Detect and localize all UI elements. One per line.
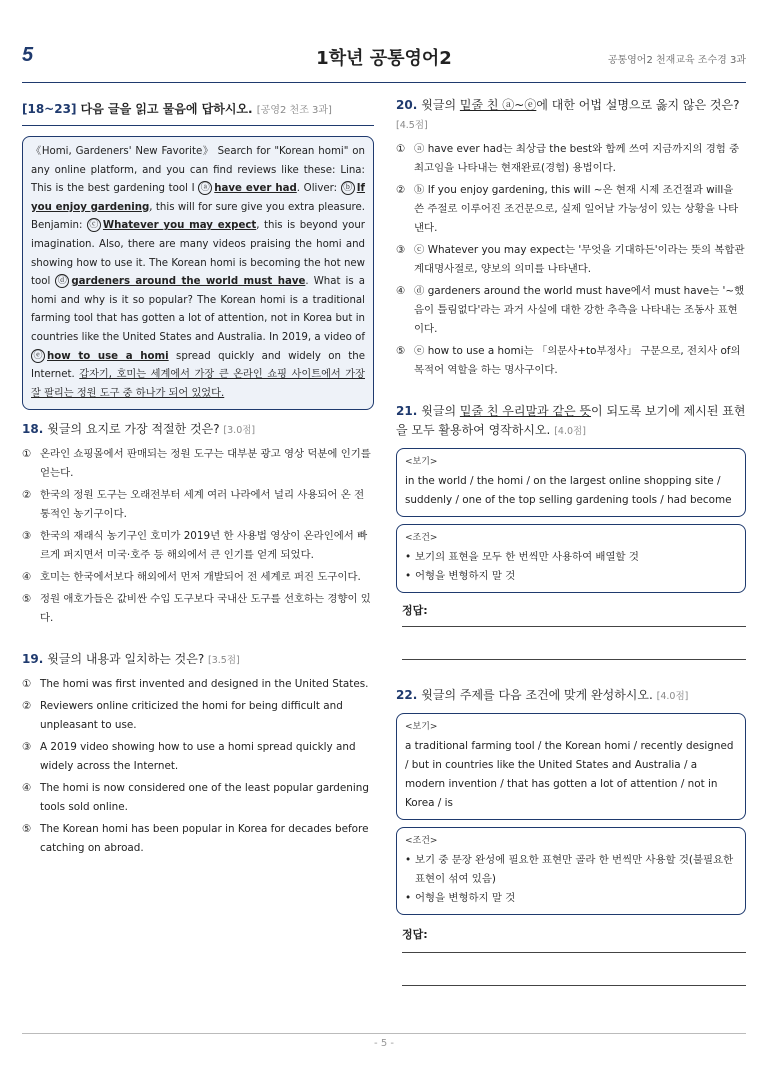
question-21 xyxy=(396,402,746,441)
marker-d: ⓓ xyxy=(55,274,69,288)
answer-label: 정답: xyxy=(402,604,428,617)
marker-b: ⓑ xyxy=(341,181,355,195)
question-number: 21. xyxy=(396,404,418,418)
korean-underlined-sentence: 갑자기, 호미는 세계에서 가장 큰 온라인 쇼핑 사이트에서 가장 잘 팔리는 정원 도구 중 하나가 되어 있었다. xyxy=(31,369,365,399)
condition-item xyxy=(405,567,737,586)
underline-b: If you enjoy gardening xyxy=(31,183,365,213)
option-text: Reviewers online criticized the homi for being difficult and unpleasant to use. xyxy=(40,700,343,732)
section-range: [18~23] xyxy=(22,102,77,116)
underline-d: gardeners around the world must have xyxy=(71,276,306,288)
option-number: ③ xyxy=(22,741,32,754)
option-number: ② xyxy=(22,489,32,502)
box-label: <보기> xyxy=(405,457,438,467)
marker-c: ⓒ xyxy=(87,218,101,232)
answer-line[interactable] xyxy=(402,985,746,986)
passage-text: 《Homi, Gardeners' New Favorite》 Search for "Korean homi" on any online platform, and you can find reviews like these: Lina: This is the best gardening tool I xyxy=(31,146,365,195)
q21-example-box xyxy=(396,448,746,517)
question-18 xyxy=(22,420,374,440)
question-19 xyxy=(22,650,374,670)
section-source: [공영2 천조 3과] xyxy=(256,105,332,116)
answer-option[interactable] xyxy=(22,527,374,565)
answer-option[interactable] xyxy=(396,282,746,339)
answer-option[interactable] xyxy=(22,738,374,776)
passage-text: , this is beyond your imagination. Also, there are many videos praising the homi and showing how to use it. The Korean homi is becoming the hot new tool xyxy=(31,220,365,288)
page-source: 공통영어2 천재교육 조수경 3과 xyxy=(607,55,746,66)
option-text: The Korean homi has been popular in Korea for decades before catching on abroad. xyxy=(40,823,369,855)
question-text: 윗글의 xyxy=(421,404,460,418)
option-number: ① xyxy=(396,143,406,155)
option-text: The homi was first invented and designed in the United States. xyxy=(40,678,369,691)
condition-text: 보기 중 문장 완성에 필요한 표현만 골라 한 번씩만 사용할 것(불필요한 표현이 섞여 있음) xyxy=(415,854,734,885)
answer-line[interactable] xyxy=(402,626,746,627)
passage-text: , this will for sure give you extra pleasure. Benjamin: xyxy=(31,201,365,232)
question-text: 윗글의 내용과 일치하는 것은? xyxy=(47,652,205,667)
option-number: ③ xyxy=(396,244,406,256)
condition-text: 보기의 표현을 모두 한 번씩만 사용하여 배열할 것 xyxy=(415,551,639,563)
option-number: ① xyxy=(22,678,32,691)
option-number: ⑤ xyxy=(396,345,406,357)
question-text: 윗글의 xyxy=(421,98,460,112)
option-number: ⑤ xyxy=(22,823,32,836)
section-heading xyxy=(22,98,374,122)
bullet-icon: • xyxy=(405,854,412,866)
option-text: A 2019 video showing how to use a homi spread quickly and widely across the Internet. xyxy=(40,741,356,773)
option-number: ③ xyxy=(22,530,32,543)
option-number: ④ xyxy=(396,285,406,297)
question-number: 19. xyxy=(22,652,44,667)
q22-condition-box xyxy=(396,827,746,915)
question-text: 에 대한 어법 설명으로 옳지 않은 것은? xyxy=(536,98,740,112)
answer-option[interactable] xyxy=(22,779,374,817)
option-number: ② xyxy=(22,700,32,713)
answer-option[interactable] xyxy=(22,675,374,694)
option-text: 한국의 재래식 농기구인 호미가 2019년 한 사용법 영상이 온라인에서 빠르게 퍼지면서 미국·호주 등 해외에서 큰 인기를 얻게 되었다. xyxy=(40,530,368,562)
question-20 xyxy=(396,96,746,135)
bullet-icon: • xyxy=(405,570,412,582)
option-text: ⓓ gardeners around the world must have에서 must have는 '~했음이 틀림없다'라는 과거 사실에 대한 강한 추측을 나타내는 조동사 표현이다. xyxy=(414,285,745,335)
question-text-underlined: 밑줄 친 ⓐ~ⓔ xyxy=(459,98,537,112)
left-column xyxy=(22,98,374,858)
answer-line[interactable] xyxy=(402,952,746,953)
answer-option[interactable] xyxy=(396,342,746,380)
option-text: 한국의 정원 도구는 오래전부터 세계 여러 나라에서 널리 사용되어 온 전통적인 농기구이다. xyxy=(40,489,365,521)
q21-condition-box xyxy=(396,524,746,593)
page-number: 5 xyxy=(22,44,34,66)
question-points: [4.0점] xyxy=(554,426,586,437)
question-text: 윗글의 주제를 다음 조건에 맞게 완성하시오. xyxy=(421,688,653,702)
answer-option[interactable] xyxy=(396,241,746,279)
condition-item xyxy=(405,851,737,889)
condition-item xyxy=(405,889,737,908)
answer-option[interactable] xyxy=(22,445,374,483)
passage-text: . What is a homi and why is it so popular? The Korean homi is a traditional farming tool that has gotten a lot of attention, not in Korea but in countries like the United States and Australia. In 2019, a video of xyxy=(31,276,365,343)
question-text: 윗글의 요지로 가장 적절한 것은? xyxy=(47,422,220,437)
bullet-icon: • xyxy=(405,551,412,563)
option-text: 정원 애호가들은 값비싼 수입 도구보다 국내산 도구를 선호하는 경향이 있다. xyxy=(40,593,371,625)
q20-options xyxy=(396,140,746,380)
option-text: ⓐ have ever had는 최상급 the best와 함께 쓰여 지금까지의 경험 중 최고임을 나타내는 현재완료(경험) 용법이다. xyxy=(414,143,740,174)
underline-c: Whatever you may expect xyxy=(102,220,257,232)
question-points: [3.5점] xyxy=(208,655,240,667)
answer-option[interactable] xyxy=(22,590,374,628)
underline-a: have ever had xyxy=(214,183,297,195)
page-title: 1학년 공통영어2 xyxy=(316,48,452,69)
option-number: ② xyxy=(396,184,406,196)
footer-page-number: - 5 - xyxy=(374,1038,394,1049)
q18-options xyxy=(22,445,374,628)
question-number: 18. xyxy=(22,422,44,437)
box-text: a traditional farming tool / the Korean homi / recently designed / but in countries like the United States and Australia / a modern invention / that has gotten a lot of attention / not in Korea / is xyxy=(405,740,734,809)
question-points: [4.0점] xyxy=(656,691,689,702)
marker-a: ⓐ xyxy=(198,181,212,195)
footer-divider xyxy=(22,1033,746,1034)
option-text: The homi is now considered one of the least popular gardening tools sold online. xyxy=(40,782,369,814)
right-column xyxy=(396,96,746,986)
option-text: ⓒ Whatever you may expect는 '무엇을 기대하든'이라는 뜻의 복합관계대명사절로, 양보의 의미를 나타낸다. xyxy=(414,244,745,275)
question-number: 20. xyxy=(396,98,418,112)
option-text: 호미는 한국에서보다 해외에서 먼저 개발되어 전 세계로 퍼진 도구이다. xyxy=(40,571,361,584)
answer-line[interactable] xyxy=(402,659,746,660)
option-text: ⓑ If you enjoy gardening, this will ~은 현재 시제 조건절과 will을 쓴 주절로 이루어진 조건문으로, 실제 일어날 가능성이 있는 상황을 나타낸다. xyxy=(414,184,739,234)
section-divider xyxy=(22,125,374,126)
box-label: <보기> xyxy=(405,722,438,732)
condition-text: 어형을 변형하지 말 것 xyxy=(415,570,516,582)
question-22 xyxy=(396,686,746,706)
answer-label: 정답: xyxy=(402,928,428,941)
condition-text: 어형을 변형하지 말 것 xyxy=(415,892,516,904)
answer-option[interactable] xyxy=(22,697,374,735)
option-number: ④ xyxy=(22,571,32,584)
passage-text: . Oliver: xyxy=(296,183,341,195)
question-points: [4.5점] xyxy=(396,120,428,131)
q22-example-box xyxy=(396,713,746,820)
header-divider xyxy=(22,82,746,83)
page-header xyxy=(22,44,746,72)
answer-option[interactable] xyxy=(22,486,374,524)
answer-option[interactable] xyxy=(22,568,374,587)
option-number: ① xyxy=(22,448,32,461)
answer-option[interactable] xyxy=(396,181,746,238)
answer-option[interactable] xyxy=(396,140,746,178)
box-text: in the world / the homi / on the largest online shopping site / suddenly / one of the top selling gardening tools / had become xyxy=(405,475,732,506)
option-number: ⑤ xyxy=(22,593,32,606)
question-text-underlined: 밑줄 친 우리말과 같은 뜻 xyxy=(459,404,592,418)
marker-e: ⓔ xyxy=(31,349,45,363)
option-number: ④ xyxy=(22,782,32,795)
section-instruction: 다음 글을 읽고 물음에 답하시오. xyxy=(80,102,253,116)
box-label: <조건> xyxy=(405,533,438,543)
answer-option[interactable] xyxy=(22,820,374,858)
question-text: 이 되도록 보기에 제시된 표현을 모두 활용하여 영작하시오. xyxy=(396,404,746,437)
question-points: [3.0점] xyxy=(223,425,256,437)
question-number: 22. xyxy=(396,688,418,702)
option-text: ⓔ how to use a homi는 「의문사+to부정사」 구문으로, 전치사 of의 목적어 역할을 하는 명사구이다. xyxy=(414,345,741,376)
box-label: <조건> xyxy=(405,836,438,846)
underline-e: how to use a homi xyxy=(47,350,169,362)
condition-item xyxy=(405,548,737,567)
bullet-icon: • xyxy=(405,892,412,904)
q19-options xyxy=(22,675,374,858)
option-text: 온라인 쇼핑몰에서 판매되는 정원 도구는 대부분 광고 영상 덕분에 인기를 얻는다. xyxy=(40,448,371,480)
passage-text: spread quickly and widely on the Internet. xyxy=(31,350,365,381)
reading-passage xyxy=(22,136,374,410)
